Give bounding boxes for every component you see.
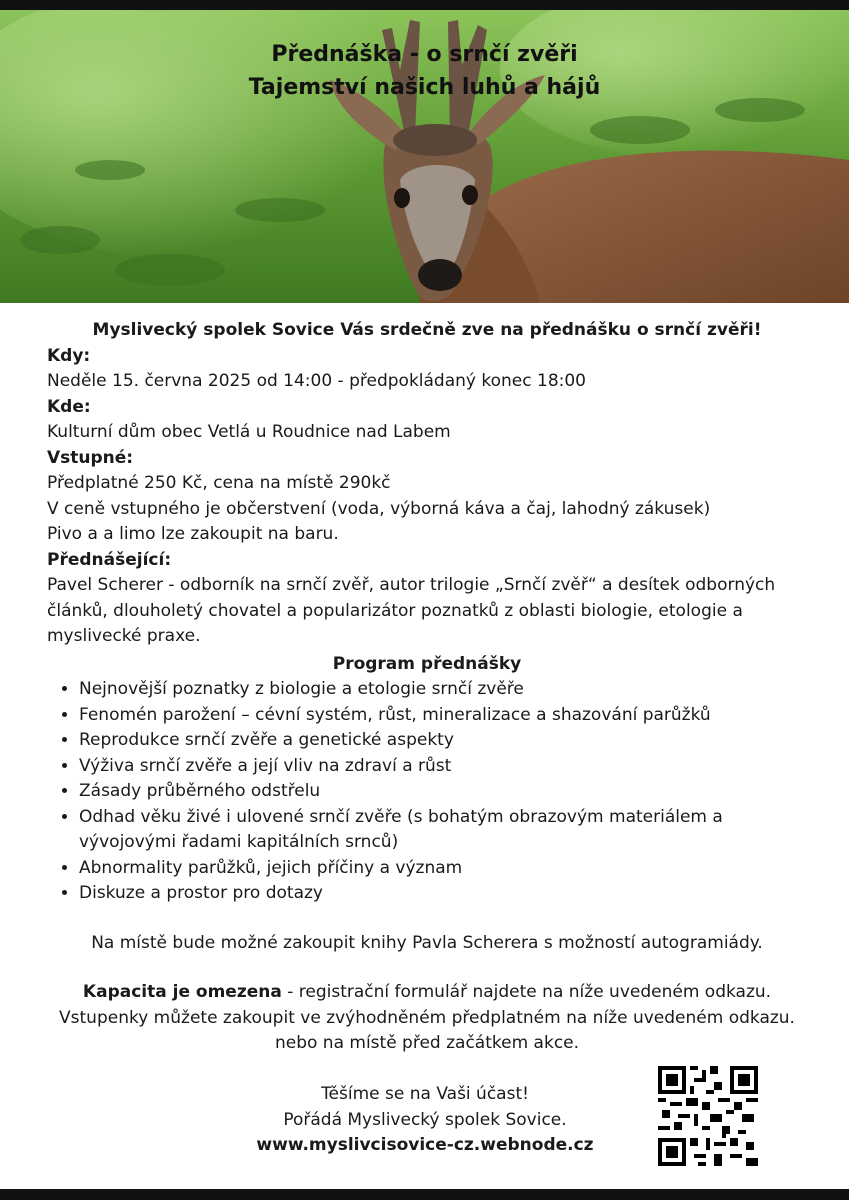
capacity-bold: Kapacita je omezena bbox=[82, 982, 282, 1002]
program-list bbox=[47, 677, 807, 907]
title-line-2: Tajemství našich luhů a hájů bbox=[248, 75, 601, 100]
website-link[interactable]: www.myslivcisovice-cz.webnode.cz bbox=[256, 1135, 594, 1155]
list-item: • Zásady průběrného odstřelu bbox=[79, 779, 807, 805]
top-border bbox=[0, 0, 849, 10]
list-item: • Abnormality parůžků, jejich příčiny a význam bbox=[79, 856, 807, 882]
header-photo bbox=[0, 10, 849, 303]
title-line-1: Přednáška - o srnčí zvěři bbox=[271, 42, 578, 67]
thanks-line: Těšíme se na Vaši účast! bbox=[321, 1084, 529, 1104]
invitation-body bbox=[47, 318, 807, 1057]
entry-refreshments: V ceně vstupného je občerstvení (voda, výborná káva a čaj, lahodný zákusek) bbox=[47, 498, 711, 519]
invitation-heading: Myslivecký spolek Sovice Vás srdečně zve na přednášku o srnčí zvěři! bbox=[92, 320, 762, 340]
lecturer-bio: Pavel Scherer - odborník na srnčí zvěř, autor trilogie „Srnčí zvěř“ a desítek odborných článků, dlouholetý chovatel a popularizátor poznatků z oblasti biologie, etologie a myslivecké praxe. bbox=[47, 575, 776, 646]
list-item: • Odhad věku živé i ulovené srnčí zvěře (s bohatým obrazovým materiálem a vývojovými řadami kapitálních srnců) bbox=[79, 805, 807, 856]
where-value: Kulturní dům obec Vetlá u Roudnice nad Labem bbox=[47, 422, 451, 442]
list-item: • Reprodukce srnčí zvěře a genetické aspekty bbox=[79, 728, 807, 754]
qr-code[interactable] bbox=[658, 1066, 758, 1166]
list-item: • Diskuze a prostor pro dotazy bbox=[79, 881, 807, 907]
where-label: Kde: bbox=[47, 396, 91, 417]
entry-label: Vstupné: bbox=[47, 447, 134, 468]
lecturer-label: Přednášející: bbox=[47, 549, 172, 570]
footer bbox=[190, 1082, 660, 1159]
bottom-border bbox=[0, 1189, 849, 1200]
program-title: Program přednášky bbox=[332, 653, 522, 674]
event-title bbox=[0, 38, 849, 104]
when-label: Kdy: bbox=[47, 345, 91, 366]
books-note: Na místě bude možné zakoupit knihy Pavla Scherera s možností autogramiády. bbox=[91, 932, 763, 953]
organizer-line: Pořádá Myslivecký spolek Sovice. bbox=[283, 1109, 567, 1130]
entry-price: Předplatné 250 Kč, cena na místě 290kč bbox=[47, 473, 391, 493]
list-item: • Fenomén parožení – cévní systém, růst, mineralizace a shazování parůžků bbox=[79, 703, 807, 729]
list-item: • Nejnovější poznatky z biologie a etologie srnčí zvěře bbox=[79, 677, 807, 703]
list-item: • Výživa srnčí zvěře a její vliv na zdraví a růst bbox=[79, 754, 807, 780]
when-value: Neděle 15. června 2025 od 14:00 - předpokládaný konec 18:00 bbox=[47, 371, 586, 391]
capacity-text: - registrační formulář najdete na níže uvedeném odkazu. Vstupenky můžete zakoupit ve zvýhodněném předplatném na níže uvedeném odkazu. nebo na místě před začátkem akce. bbox=[59, 982, 795, 1053]
entry-bar: Pivo a a limo lze zakoupit na baru. bbox=[47, 524, 339, 544]
capacity-note bbox=[47, 980, 807, 1057]
